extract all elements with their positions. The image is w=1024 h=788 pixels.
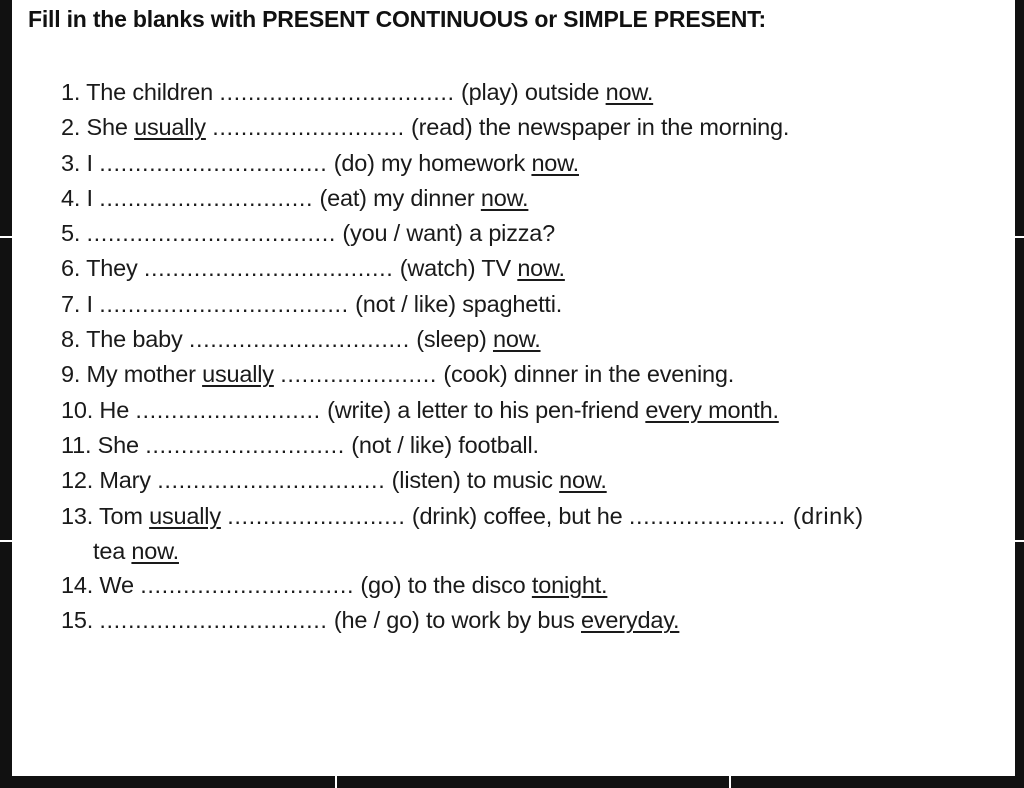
frame-tick-right-2 (1015, 540, 1024, 542)
exercise-item (61, 75, 1011, 110)
item-subject: The children (86, 79, 214, 105)
item-time-underlined: now. (131, 537, 179, 564)
item-number: 1. (61, 79, 81, 105)
item-time-underlined: tonight. (531, 571, 608, 598)
answer-blank[interactable]: .............................. (99, 184, 314, 211)
item-verb-hint: (play) outside (460, 79, 600, 105)
item-time-underlined: now. (531, 149, 579, 176)
item-time-underlined: now. (492, 326, 541, 353)
answer-blank[interactable]: ................................. (219, 79, 455, 105)
answer-blank[interactable]: ................................ (99, 607, 328, 634)
item-subject: tea (93, 537, 126, 564)
answer-blank[interactable]: ............................... (188, 326, 410, 353)
exercise-item (61, 146, 1011, 181)
exercise-item (61, 393, 1011, 428)
item-number: 15. (61, 607, 94, 634)
item-adverb-underlined: usually (202, 361, 274, 388)
answer-blank[interactable]: .......................... (135, 396, 321, 423)
exercise-item (61, 463, 1011, 498)
item-verb-hint: (do) my homework (333, 149, 526, 176)
item-subject: We (99, 571, 134, 598)
exercise-item (61, 568, 1011, 603)
item-subject: I (86, 149, 93, 176)
item-verb-hint: (eat) my dinner (319, 184, 475, 211)
item-number: 14. (61, 571, 94, 598)
item-verb-hint: (not / like) spaghetti. (355, 290, 563, 317)
item-verb-hint: (go) to the disco (360, 571, 526, 598)
answer-blank[interactable]: ............................ (145, 431, 345, 458)
frame-tick-left-2 (0, 540, 12, 542)
answer-blank[interactable]: ................................... (99, 290, 349, 317)
answer-blank[interactable]: ...................... (280, 361, 438, 388)
item-number: 6. (61, 255, 81, 282)
item-number: 3. (61, 149, 81, 176)
item-subject: I (86, 290, 93, 317)
item-subject: Mary (99, 467, 151, 494)
item-time-underlined: now. (605, 79, 654, 105)
answer-blank[interactable]: ................................ (99, 149, 328, 176)
item-verb-hint: (read) the newspaper in the morning. (411, 114, 790, 141)
item-subject: My mother (86, 361, 196, 388)
answer-blank[interactable]: ................................... (86, 220, 337, 247)
item-subject: Tom (98, 502, 143, 529)
item-subject: The baby (86, 326, 183, 353)
item-subject: They (86, 255, 138, 282)
exercise-item (61, 251, 1011, 286)
item-number: 12. (61, 467, 94, 494)
exercise-item (61, 287, 1011, 322)
item-subject: She (97, 431, 139, 458)
item-verb-hint: (write) a letter to his pen-friend (327, 396, 639, 423)
answer-blank[interactable]: .............................. (140, 571, 355, 598)
item-number: 13. (61, 502, 94, 529)
item-verb-hint: (watch) TV (399, 255, 511, 282)
item-verb-hint: (he / go) to work by bus (333, 607, 575, 634)
item-verb-hint: (listen) to music (391, 467, 553, 494)
frame-tick-right-1 (1015, 236, 1024, 238)
exercise-item (61, 110, 1011, 145)
item-subject: I (86, 184, 93, 211)
answer-blank[interactable]: ................................... (143, 255, 394, 282)
item-time-underlined: every month. (645, 396, 779, 423)
exercise-item (61, 322, 1011, 357)
item-verb-hint: (not / like) football. (351, 431, 539, 458)
item-time-underlined: now. (517, 255, 565, 282)
exercise-item (61, 357, 1011, 392)
item-subject: She (86, 114, 128, 141)
worksheet-page (12, 0, 1015, 776)
item-adverb-underlined: usually (134, 114, 206, 141)
item-verb-hint: (cook) dinner in the evening. (443, 361, 735, 388)
exercise-item (61, 181, 1011, 216)
worksheet-title: Fill in the blanks with PRESENT CONTINUOUS or SIMPLE PRESENT: (28, 6, 766, 32)
item-number: 9. (61, 361, 81, 388)
item-time-underlined: everyday. (581, 607, 680, 634)
frame-tick-bottom-1 (335, 776, 337, 788)
answer-blank[interactable]: ................................ (157, 467, 386, 494)
exercise-item (61, 499, 1011, 534)
item-number: 11. (61, 431, 92, 458)
item-verb-hint: (drink) coffee, but he (411, 502, 623, 529)
item-number: 8. (61, 326, 81, 353)
item-second-blank[interactable]: ...................... (drink) (628, 502, 864, 529)
item-time-underlined: now. (559, 467, 607, 494)
item-subject: He (99, 396, 130, 423)
item-number: 10. (61, 396, 94, 423)
item-verb-hint: (sleep) (416, 326, 487, 353)
exercise-list (61, 75, 1011, 638)
item-number: 2. (61, 114, 81, 141)
item-number: 7. (61, 290, 81, 317)
item-verb-hint: (you / want) a pizza? (342, 220, 556, 247)
exercise-item-continuation (61, 534, 1011, 568)
frame-tick-left-1 (0, 236, 12, 238)
item-time-underlined: now. (480, 184, 529, 211)
exercise-item (61, 428, 1011, 463)
exercise-item (61, 603, 1011, 638)
item-number: 5. (61, 220, 81, 247)
frame-tick-bottom-2 (729, 776, 731, 788)
answer-blank[interactable]: ........................... (212, 114, 405, 141)
answer-blank[interactable]: ......................... (227, 502, 406, 529)
item-number: 4. (61, 184, 81, 211)
exercise-item (61, 216, 1011, 251)
item-adverb-underlined: usually (149, 502, 221, 529)
